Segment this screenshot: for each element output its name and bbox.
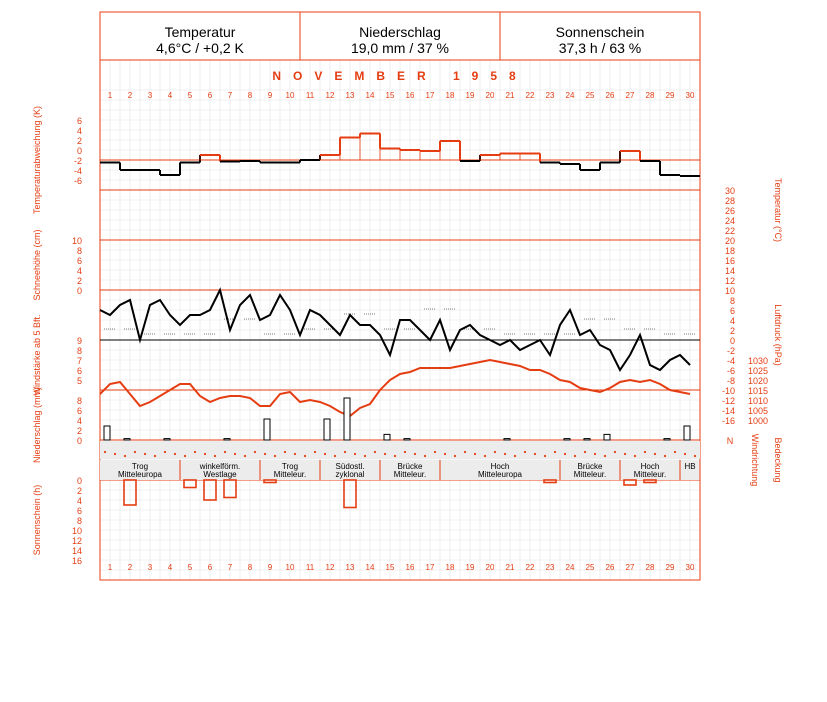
wind-dot — [414, 453, 416, 455]
tick-label: 0 — [76, 286, 82, 296]
tick-label: 4 — [729, 316, 735, 326]
day-label: 12 — [325, 91, 335, 100]
day-label: 4 — [167, 91, 173, 100]
tick-label: 4 — [76, 496, 82, 506]
tick-label: 8 — [76, 246, 82, 256]
wind-dot — [564, 453, 566, 455]
day-label: 1 — [107, 563, 113, 572]
day-label: 17 — [425, 563, 435, 572]
wind-dot — [614, 451, 616, 453]
day-label: 25 — [585, 563, 595, 572]
day-labels-bottom — [108, 563, 695, 572]
wind-dot — [124, 455, 126, 457]
day-label: 11 — [305, 91, 315, 100]
tick-label: 5 — [76, 376, 82, 386]
wind-dot — [164, 451, 166, 453]
tick-label: 30 — [724, 186, 735, 196]
cloud-cover-title: Bedeckung — [773, 437, 783, 483]
tick-label: 0 — [729, 336, 735, 346]
tick-label: 4 — [76, 126, 82, 136]
day-label: 23 — [545, 563, 555, 572]
day-label: 3 — [147, 563, 153, 572]
day-label: 15 — [385, 563, 395, 572]
tick-label: -6 — [73, 176, 82, 186]
wind-dot — [674, 451, 676, 453]
weather-type-label: Mitteleur. — [393, 470, 427, 479]
precip-bar — [604, 434, 610, 440]
tick-label: -10 — [721, 386, 735, 396]
day-label: 20 — [485, 91, 495, 100]
temp-axis-title: Temperatur (°C) — [773, 177, 783, 243]
day-label: 15 — [385, 91, 395, 100]
day-label: 29 — [665, 563, 675, 572]
tick-label: -8 — [726, 376, 735, 386]
tick-label: 1025 — [747, 366, 768, 376]
day-label: 10 — [285, 91, 295, 100]
day-label: 13 — [345, 91, 355, 100]
day-label: 17 — [425, 91, 435, 100]
wind-dot — [494, 451, 496, 453]
tick-label: 1030 — [747, 356, 768, 366]
weather-type-label: zyklonal — [335, 470, 365, 479]
tick-label: 12 — [71, 536, 82, 546]
wind-dot — [514, 455, 516, 457]
tick-label: 6 — [76, 366, 82, 376]
tick-label: -2 — [726, 346, 735, 356]
wind-dot — [384, 453, 386, 455]
day-label: 16 — [405, 563, 415, 572]
wind-axis-title: Windstärke ab 5 Bft. — [32, 314, 42, 396]
wind-dot — [524, 451, 526, 453]
weather-type-label: Südostl. — [335, 462, 365, 471]
tick-label: 10 — [71, 236, 82, 246]
precip-value: 19,0 mm / 37 % — [350, 40, 450, 56]
tick-label: 2 — [729, 326, 735, 336]
wind-dot — [104, 451, 106, 453]
wind-dot — [304, 455, 306, 457]
weather-type-label: Westlage — [203, 470, 237, 479]
weather-type-label: Trog — [131, 462, 149, 471]
wind-dot — [594, 453, 596, 455]
wind-dot — [224, 451, 226, 453]
cloud-cover-area — [100, 441, 700, 459]
tick-label: 8 — [76, 396, 82, 406]
wind-dot — [504, 453, 506, 455]
day-label: 18 — [445, 563, 455, 572]
day-label: 28 — [645, 563, 655, 572]
tick-label: 18 — [724, 246, 735, 256]
tick-label: 6 — [729, 306, 735, 316]
wind-dot — [204, 453, 206, 455]
pressure-series — [100, 360, 690, 416]
tick-label: 2 — [76, 486, 82, 496]
wind-dot — [454, 455, 456, 457]
tick-label: 2 — [76, 136, 82, 146]
weather-type-label: Brücke — [397, 462, 423, 471]
wind-dot — [134, 451, 136, 453]
tick-label: 0 — [76, 476, 82, 486]
precip-bar — [264, 419, 270, 440]
wind-dot — [394, 455, 396, 457]
tick-label: -4 — [726, 356, 735, 366]
weather-type-row — [100, 460, 700, 480]
tick-label: 14 — [724, 266, 735, 276]
wind-dot — [334, 455, 336, 457]
axis-titles — [32, 106, 783, 555]
precip-bar — [344, 398, 350, 440]
day-label: 30 — [685, 91, 695, 100]
wind-dot — [374, 451, 376, 453]
day-label: 21 — [505, 91, 515, 100]
precip-bar — [404, 439, 410, 440]
precip-bar — [564, 439, 570, 440]
wind-dot — [284, 451, 286, 453]
wind-dot — [314, 451, 316, 453]
day-label: 7 — [227, 563, 233, 572]
month-label: NOVEMBER 1958 — [272, 69, 528, 83]
tick-label: 10 — [724, 286, 735, 296]
wind-dot — [254, 451, 256, 453]
day-label: 19 — [465, 91, 475, 100]
tick-label: 4 — [76, 416, 82, 426]
tick-label: 24 — [724, 216, 735, 226]
tick-label: 14 — [71, 546, 82, 556]
wind-dot — [484, 455, 486, 457]
day-label: 27 — [625, 563, 635, 572]
wind-dot — [194, 451, 196, 453]
day-label: 21 — [505, 563, 515, 572]
day-label: 11 — [305, 563, 315, 572]
precip-bar — [684, 426, 690, 440]
day-label: 9 — [267, 563, 273, 572]
precip-axis-title: Niederschlag (mm) — [32, 386, 42, 464]
tick-label: 2 — [76, 276, 82, 286]
weather-type-label: Hoch — [640, 462, 660, 471]
sun-title: Sonnenschein — [555, 24, 645, 40]
precipitation-bars — [104, 398, 690, 440]
weather-type-label: Mitteleuropa — [117, 470, 163, 479]
header — [100, 12, 700, 60]
weather-type-label: Mitteleur. — [633, 470, 667, 479]
tick-label: -16 — [721, 416, 735, 426]
wind-dot — [144, 453, 146, 455]
tick-label: 16 — [724, 256, 735, 266]
day-label: 8 — [247, 91, 253, 100]
day-label: 4 — [167, 563, 173, 572]
day-labels-top — [108, 91, 695, 100]
wind-dot — [464, 451, 466, 453]
tick-label: 6 — [76, 506, 82, 516]
tick-label: 8 — [76, 346, 82, 356]
day-label: 7 — [227, 91, 233, 100]
wind-dot — [584, 451, 586, 453]
tick-label: 1005 — [747, 406, 768, 416]
wind-dot — [634, 455, 636, 457]
day-label: 14 — [365, 563, 375, 572]
wind-dot — [664, 455, 666, 457]
tick-label: 6 — [76, 406, 82, 416]
tick-label: 9 — [76, 336, 82, 346]
day-label: 22 — [525, 563, 535, 572]
day-label: 26 — [605, 563, 615, 572]
day-label: 6 — [207, 91, 213, 100]
wind-dot — [604, 455, 606, 457]
tick-label: 12 — [724, 276, 735, 286]
wind-dot — [354, 453, 356, 455]
wind-direction-title: Windrichtung — [750, 433, 760, 487]
precip-title: Niederschlag — [359, 24, 441, 40]
day-label: 18 — [445, 91, 455, 100]
precip-bar — [124, 439, 130, 440]
day-label: 5 — [187, 91, 193, 100]
day-label: 5 — [187, 563, 193, 572]
tick-label: 6 — [76, 116, 82, 126]
tick-label: 16 — [71, 556, 82, 566]
wind-direction-tick: N — [726, 436, 734, 446]
day-label: 10 — [285, 563, 295, 572]
weather-type-label: winkelförm. — [199, 462, 241, 471]
day-label: 26 — [605, 91, 615, 100]
day-label: 24 — [565, 563, 575, 572]
day-label: 14 — [365, 91, 375, 100]
wind-dot — [444, 453, 446, 455]
precip-bar — [584, 439, 590, 440]
weather-type-label: Trog — [281, 462, 299, 471]
wind-dot — [554, 451, 556, 453]
day-label: 22 — [525, 91, 535, 100]
wind-dot — [624, 453, 626, 455]
day-label: 2 — [127, 91, 133, 100]
wind-dot — [424, 455, 426, 457]
wind-dot — [344, 451, 346, 453]
day-label: 3 — [147, 91, 153, 100]
precip-bar — [104, 426, 110, 440]
tick-label: 6 — [76, 256, 82, 266]
day-label: 23 — [545, 91, 555, 100]
day-label: 24 — [565, 91, 575, 100]
wind-dot — [244, 455, 246, 457]
wind-dot — [154, 455, 156, 457]
day-label: 6 — [207, 563, 213, 572]
tick-label: 20 — [724, 236, 735, 246]
sun-value: 37,3 h / 63 % — [558, 40, 642, 56]
tick-label: -6 — [726, 366, 735, 376]
tick-label: 10 — [71, 526, 82, 536]
pressure-line — [100, 360, 690, 416]
wind-dot — [434, 451, 436, 453]
tick-label: 1010 — [747, 396, 768, 406]
tick-label: -14 — [721, 406, 735, 416]
tick-label: 28 — [724, 196, 735, 206]
temperature-title: Temperatur — [164, 24, 236, 40]
weather-type-label: Mitteleur. — [573, 470, 607, 479]
tick-label: 4 — [76, 266, 82, 276]
wind-dot — [264, 453, 266, 455]
day-label: 13 — [345, 563, 355, 572]
snow-axis-title: Schneehöhe (cm) — [32, 229, 42, 301]
tick-label: -4 — [73, 166, 82, 176]
wind-dot — [234, 453, 236, 455]
wind-dot — [654, 453, 656, 455]
weather-type-label: Hoch — [490, 462, 510, 471]
wind-dot — [184, 455, 186, 457]
wind-dot — [404, 451, 406, 453]
day-label: 8 — [247, 563, 253, 572]
temp-anomaly-axis-title: Temperaturabweichung (K) — [32, 105, 42, 215]
day-label: 28 — [645, 91, 655, 100]
day-label: 2 — [127, 563, 133, 572]
day-label: 20 — [485, 563, 495, 572]
wind-dot — [274, 455, 276, 457]
tick-label: 1000 — [747, 416, 768, 426]
precip-bar — [324, 419, 330, 440]
wind-dot — [474, 453, 476, 455]
tick-label: -12 — [721, 396, 735, 406]
weather-type-label: Mitteleur. — [273, 470, 307, 479]
precip-bar — [664, 439, 670, 440]
precip-bar — [504, 439, 510, 440]
wind-dot — [174, 453, 176, 455]
wind-dot — [544, 455, 546, 457]
tick-label: 1020 — [747, 376, 768, 386]
tick-label: 2 — [76, 426, 82, 436]
wind-dot — [294, 453, 296, 455]
precip-bar — [224, 439, 230, 440]
wind-dot — [694, 455, 696, 457]
weather-type-label: HB — [684, 462, 696, 471]
tick-label: 0 — [76, 146, 82, 156]
wind-dot — [114, 453, 116, 455]
tick-label: -2 — [73, 156, 82, 166]
day-label: 12 — [325, 563, 335, 572]
tick-label: 0 — [76, 436, 82, 446]
tick-label: 22 — [724, 226, 735, 236]
tick-label: 26 — [724, 206, 735, 216]
tick-label: 1015 — [747, 386, 768, 396]
temperature-value: 4,6°C / +0,2 K — [156, 40, 244, 56]
tick-label: 7 — [76, 356, 82, 366]
wind-dot — [574, 455, 576, 457]
weather-type-label: Mitteleuropa — [477, 470, 523, 479]
day-label: 19 — [465, 563, 475, 572]
wind-dot — [324, 453, 326, 455]
day-label: 9 — [267, 91, 273, 100]
tick-label: 8 — [76, 516, 82, 526]
pressure-axis-title: Luftdruck (hPa) — [773, 304, 783, 366]
day-label: 30 — [685, 563, 695, 572]
day-label: 27 — [625, 91, 635, 100]
precip-bar — [384, 434, 390, 440]
day-label: 16 — [405, 91, 415, 100]
day-label: 1 — [107, 91, 113, 100]
precip-bar — [164, 439, 170, 440]
wind-dot — [644, 451, 646, 453]
sun-axis-title: Sonnenschein (h) — [32, 484, 42, 556]
weather-type-label: Brücke — [577, 462, 603, 471]
day-label: 25 — [585, 91, 595, 100]
day-label: 29 — [665, 91, 675, 100]
wind-dot — [214, 455, 216, 457]
cloud-band — [100, 441, 700, 459]
wind-dot — [534, 453, 536, 455]
wind-dot — [364, 455, 366, 457]
tick-label: 8 — [729, 296, 735, 306]
wind-dot — [684, 453, 686, 455]
